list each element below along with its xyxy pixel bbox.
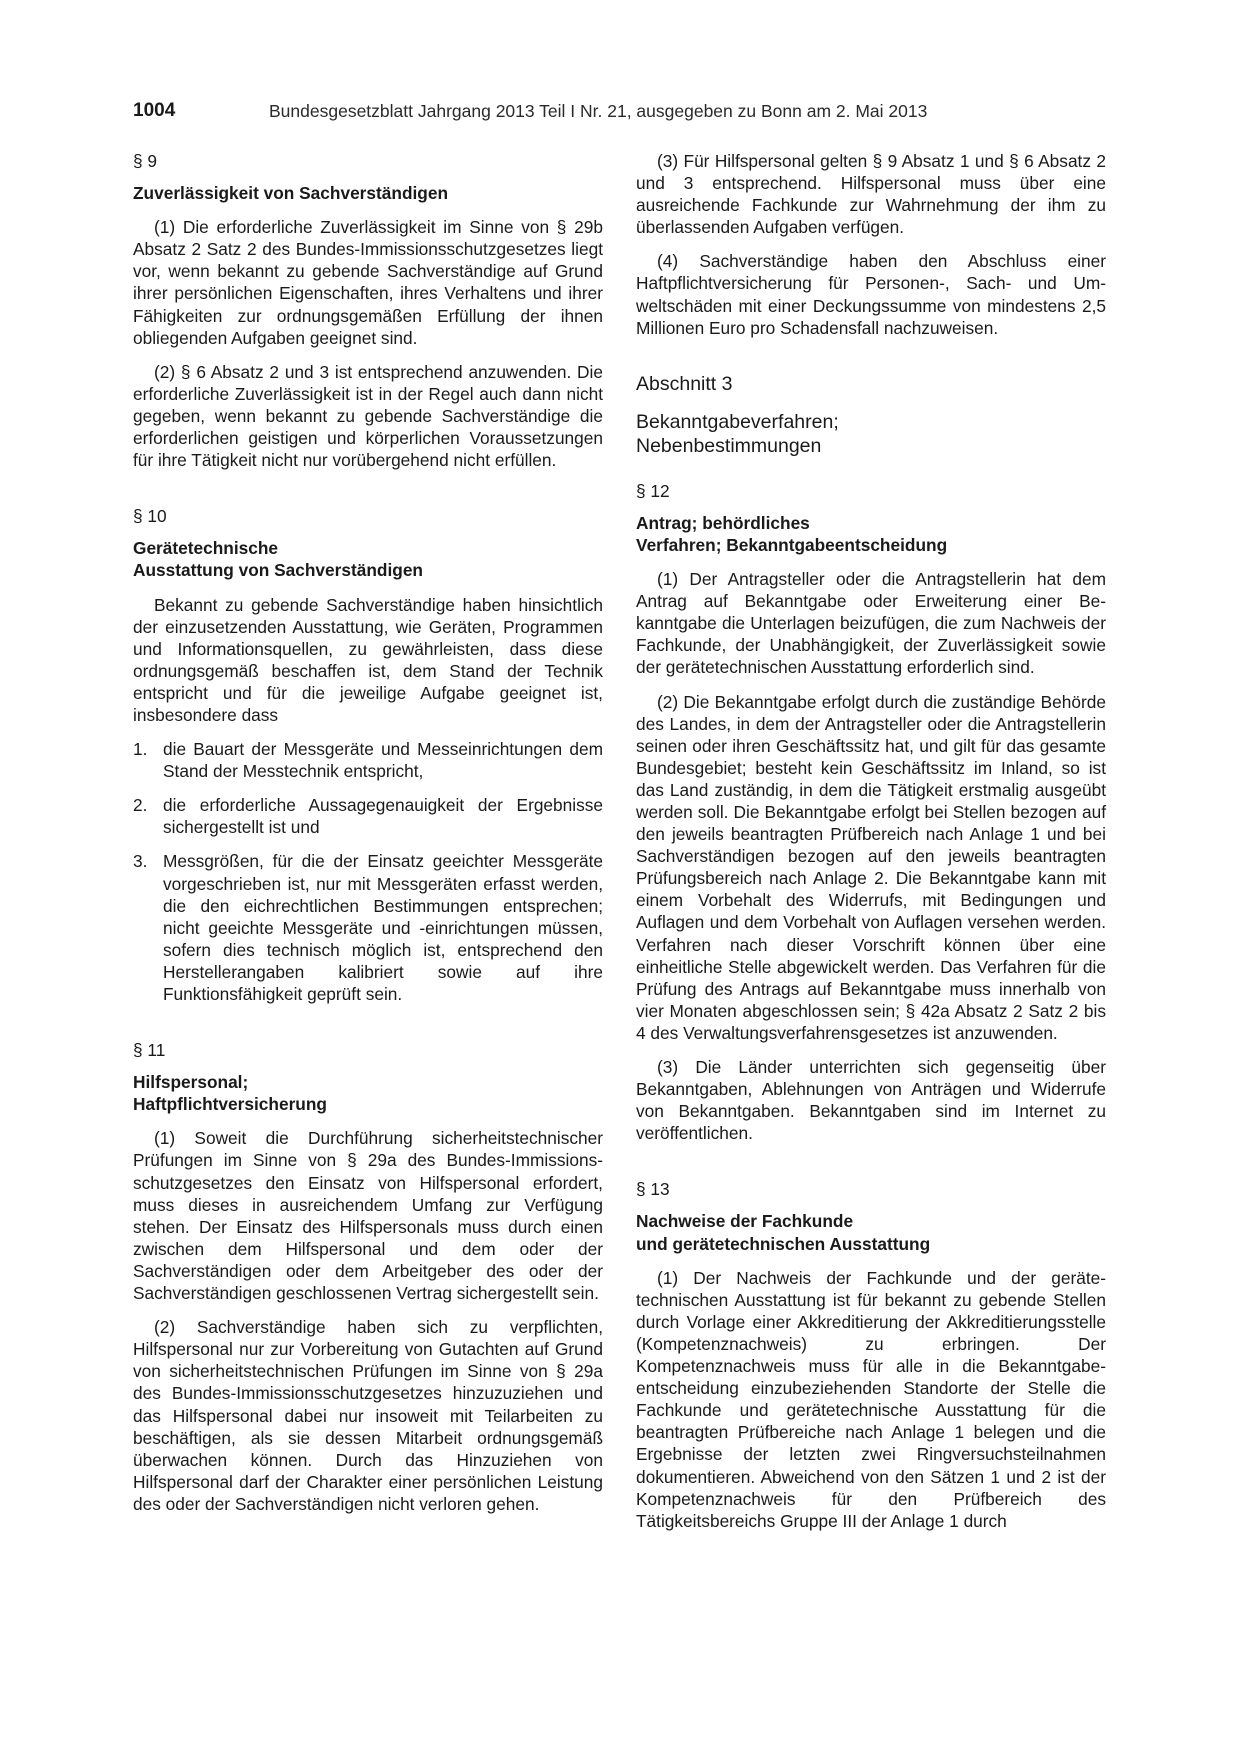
section-12-title-line-2: Verfahren; Bekanntgabeentscheidung [636,534,948,555]
list-item-number: 1. [133,739,148,760]
section-10-title-line-2: Ausstattung von Sachverständigen [133,560,423,581]
list-item [133,850,603,1005]
section-13-title-line-2: und gerätetechnischen Ausstattung [636,1233,931,1254]
page-number: 1004 [133,100,176,121]
section-13-title-line-1: Nachweise der Fachkunde [636,1211,854,1232]
section-10-list [133,738,603,1005]
section-9-number: § 9 [133,151,158,171]
list-item-text: Messgrößen, für die der Einsatz geeichter Messgeräte vorgeschrieben ist, nur mit Messgeräten erfasst werden, die den eichrechtlichen Bestimmungen entsprechen; nicht geeichte Messgeräte und -einrichtungen müssen, sofern dies technisch möglich ist, entsprechend den Herstellerangaben kalibriert sowie auf ihre Funktionsfähigkeit geprüft sein. [163,851,603,1004]
section-11-paragraph-2: (2) Sachverständige haben sich zu verpflichten, Hilfspersonal nur zur Vorbereitung von Gutachten auf Grund von sicherheitstechnischen Prüfungen im Sinne von § 29a des Bundes-Immissionsschutzgesetzes hinzuzuziehen und das Hilfspersonal dabei nur insoweit mit Teilarbeiten zu beschäftigen, als sie dessen Mitarbeit ordnungsgemäß überwachen können. Durch das Hinzuziehen von Hilfspersonal darf der Charakter einer persönlichen Leistung des oder der Sachverständigen nicht verloren gehen. [133,1317,603,1514]
section-11-paragraph-1: (1) Soweit die Durchführung sicherheitstechnischer Prüfungen im Sinne von § 29a des Bundes-Immissionsschutzgesetzes den Einsatz von Hilfspersonal erfordert, muss dieses in ausreichendem Umfang zur Verfügung stehen. Der Einsatz des Hilfspersonals muss durch einen zwischen dem Hilfspersonal und dem oder der Sachverständigen oder dem Arbeitgeber des oder der Sachverständigen geschlossenen Vertrag sichergestellt sein. [133,1128,603,1304]
left-column [133,150,603,1515]
list-item-text: die erforderliche Aussagegenauigkeit der Ergebnisse sichergestellt ist und [163,795,603,838]
section-11-paragraph-4: (4) Sachverständige haben den Abschluss einer Haftpflichtversicherung für Personen-, Sach- und Umweltschäden mit einer Deckungssumme von mindestens 2,5 Millionen Euro pro Schadensfall nachzuweisen. [636,251,1106,338]
section-12-paragraph-2: (2) Die Bekanntgabe erfolgt durch die zuständige Behörde des Landes, in dem der Antragsteller oder die Antragstellerin seinen oder ihren Geschäftssitz hat, und gilt für das gesamte Bundesgebiet; besteht kein Geschäftssitz im Inland, so ist das Land zuständig, in dem die Tätigkeit erstmalig ausgeübt werden soll. Die Bekanntgabe erfolgt bei Stellen bezogen auf den jeweils beantragten Prüfbereich nach Anlage 1 und bei Sachverständigen bezogen auf den jeweils beantragten Prüfungsbereich nach Anlage 2. Die Bekanntgabe kann mit einem Vorbehalt des Widerrufs, mit Bedingungen und Auflagen und dem Vorbehalt von Auflagen versehen werden. Verfahren nach dieser Vorschrift können über eine einheitliche Stelle abgewickelt werden. Das Verfahren für die Prüfung des Antrags auf Bekanntgabe muss innerhalb von vier Monaten abgeschlossen sein; § 42a Absatz 2 Satz 2 bis 4 des Verwaltungsverfahrensgesetzes ist anzuwenden. [636,691,1106,1043]
section-13-paragraph-1: (1) Der Nachweis der Fachkunde und der gerätetechnischen Ausstattung ist für bekannt zu gebende Stellen durch Vorlage einer Akkreditierung der Akkreditierungsstelle (Kompetenznachweis) zu erbringen. Der Kompetenznachweis muss für alle in die Bekanntgabeentscheidung einzubeziehenden Standorte der Stelle die Fachkunde und gerätetechnische Ausstattung für die beantragten Prüfbereiche nach Anlage 1 belegen und die Ergebnisse der letzten zwei Ringversuchsteilnahmen dokumentieren. Abweichend von den Sätzen 1 und 2 ist der Kompetenznachweis für den Prüfbereich des Tätigkeitsbereichs Gruppe III der Anlage 1 durch [636,1267,1106,1531]
section-12-title-line-1: Antrag; behördliches [636,512,810,533]
section-10-number: § 10 [133,506,167,527]
page-header [133,100,1108,126]
section-9-paragraph-1: (1) Die erforderliche Zuverlässigkeit im Sinne von § 29b Absatz 2 Satz 2 des Bundes-Immissionsschutzgesetzes liegt vor, wenn bekannt zu gebende Sachverständige auf Grund ihrer persönlichen Eigenschaften, ihres Verhaltens und ihrer Fähigkeiten zur ordnungsgemäßen Erfüllung der ihnen obliegenden Aufgaben geeignet sind. [133,217,603,348]
chapter-title-line-2: Nebenbestimmungen [636,434,822,457]
section-9-paragraph-2: (2) § 6 Absatz 2 und 3 ist entsprechend anzuwenden. Die erforderliche Zuverlässigkeit ist in der Regel auch dann nicht gegeben, wenn bekannt zu gebende Sachverständige die erforderlichen geistigen und körperlichen Voraussetzungen für ihre Tätigkeit nicht nur vorübergehend nicht erfüllen. [133,361,603,471]
section-11-title-line-1: Hilfspersonal; [133,1072,249,1093]
section-12-paragraph-3: (3) Die Länder unterrichten sich gegenseitig über Bekanntgaben, Ablehnungen von Anträgen und Widerrufe von Bekanntgaben. Bekanntgaben sind im Internet zu veröffentlichen. [636,1057,1106,1144]
chapter-label: Abschnitt 3 [636,372,733,395]
section-9-title: Zuverlässigkeit von Sachverständigen [133,183,449,204]
section-10-title-line-1: Gerätetechnische [133,538,279,559]
list-item-number: 3. [133,851,148,872]
list-item-number: 2. [133,795,148,816]
section-12-paragraph-1: (1) Der Antragsteller oder die Antragstellerin hat dem Antrag auf Bekanntgabe oder Erweiterung einer Bekanntgabe die Unterlagen beizufügen, die zum Nachweis der Fachkunde, der Unabhängigkeit, der Zuverlässigkeit sowie der gerätetechnischen Ausstattung erforderlich sind. [636,569,1106,678]
section-11-paragraph-3: (3) Für Hilfspersonal gelten § 9 Absatz 1 und § 6 Absatz 2 und 3 entsprechend. Hilfspersonal muss über eine ausreichende Fachkunde zur Wahrnehmung der ihm zu überlassenden Aufgaben verfügen. [636,151,1106,238]
section-11-title-line-2: Haftpflichtversicherung [133,1094,327,1115]
section-12-number: § 12 [636,480,670,501]
section-13-number: § 13 [636,1179,670,1200]
list-item-text: die Bauart der Messgeräte und Messeinrichtungen dem Stand der Messtechnik entspricht, [163,739,603,782]
list-item [133,738,603,782]
running-title: Bundesgesetzblatt Jahrgang 2013 Teil I Nr. 21, ausgegeben zu Bonn am 2. Mai 2013 [269,101,928,121]
section-11-number: § 11 [133,1040,166,1061]
list-item [133,794,603,838]
section-10-intro: Bekannt zu gebende Sachverständige haben hinsichtlich der einzusetzenden Ausstattung, wie Geräten, Programmen und Informationsquellen, zu gewährleisten, dass diese ordnungsgemäß beschaffen ist, dem Stand der Technik entspricht und für die jeweilige Aufgabe geeignet ist, insbesondere dass [133,594,603,725]
chapter-title-line-1: Bekanntgabeverfahren; [636,410,839,433]
right-column [636,150,1106,1532]
